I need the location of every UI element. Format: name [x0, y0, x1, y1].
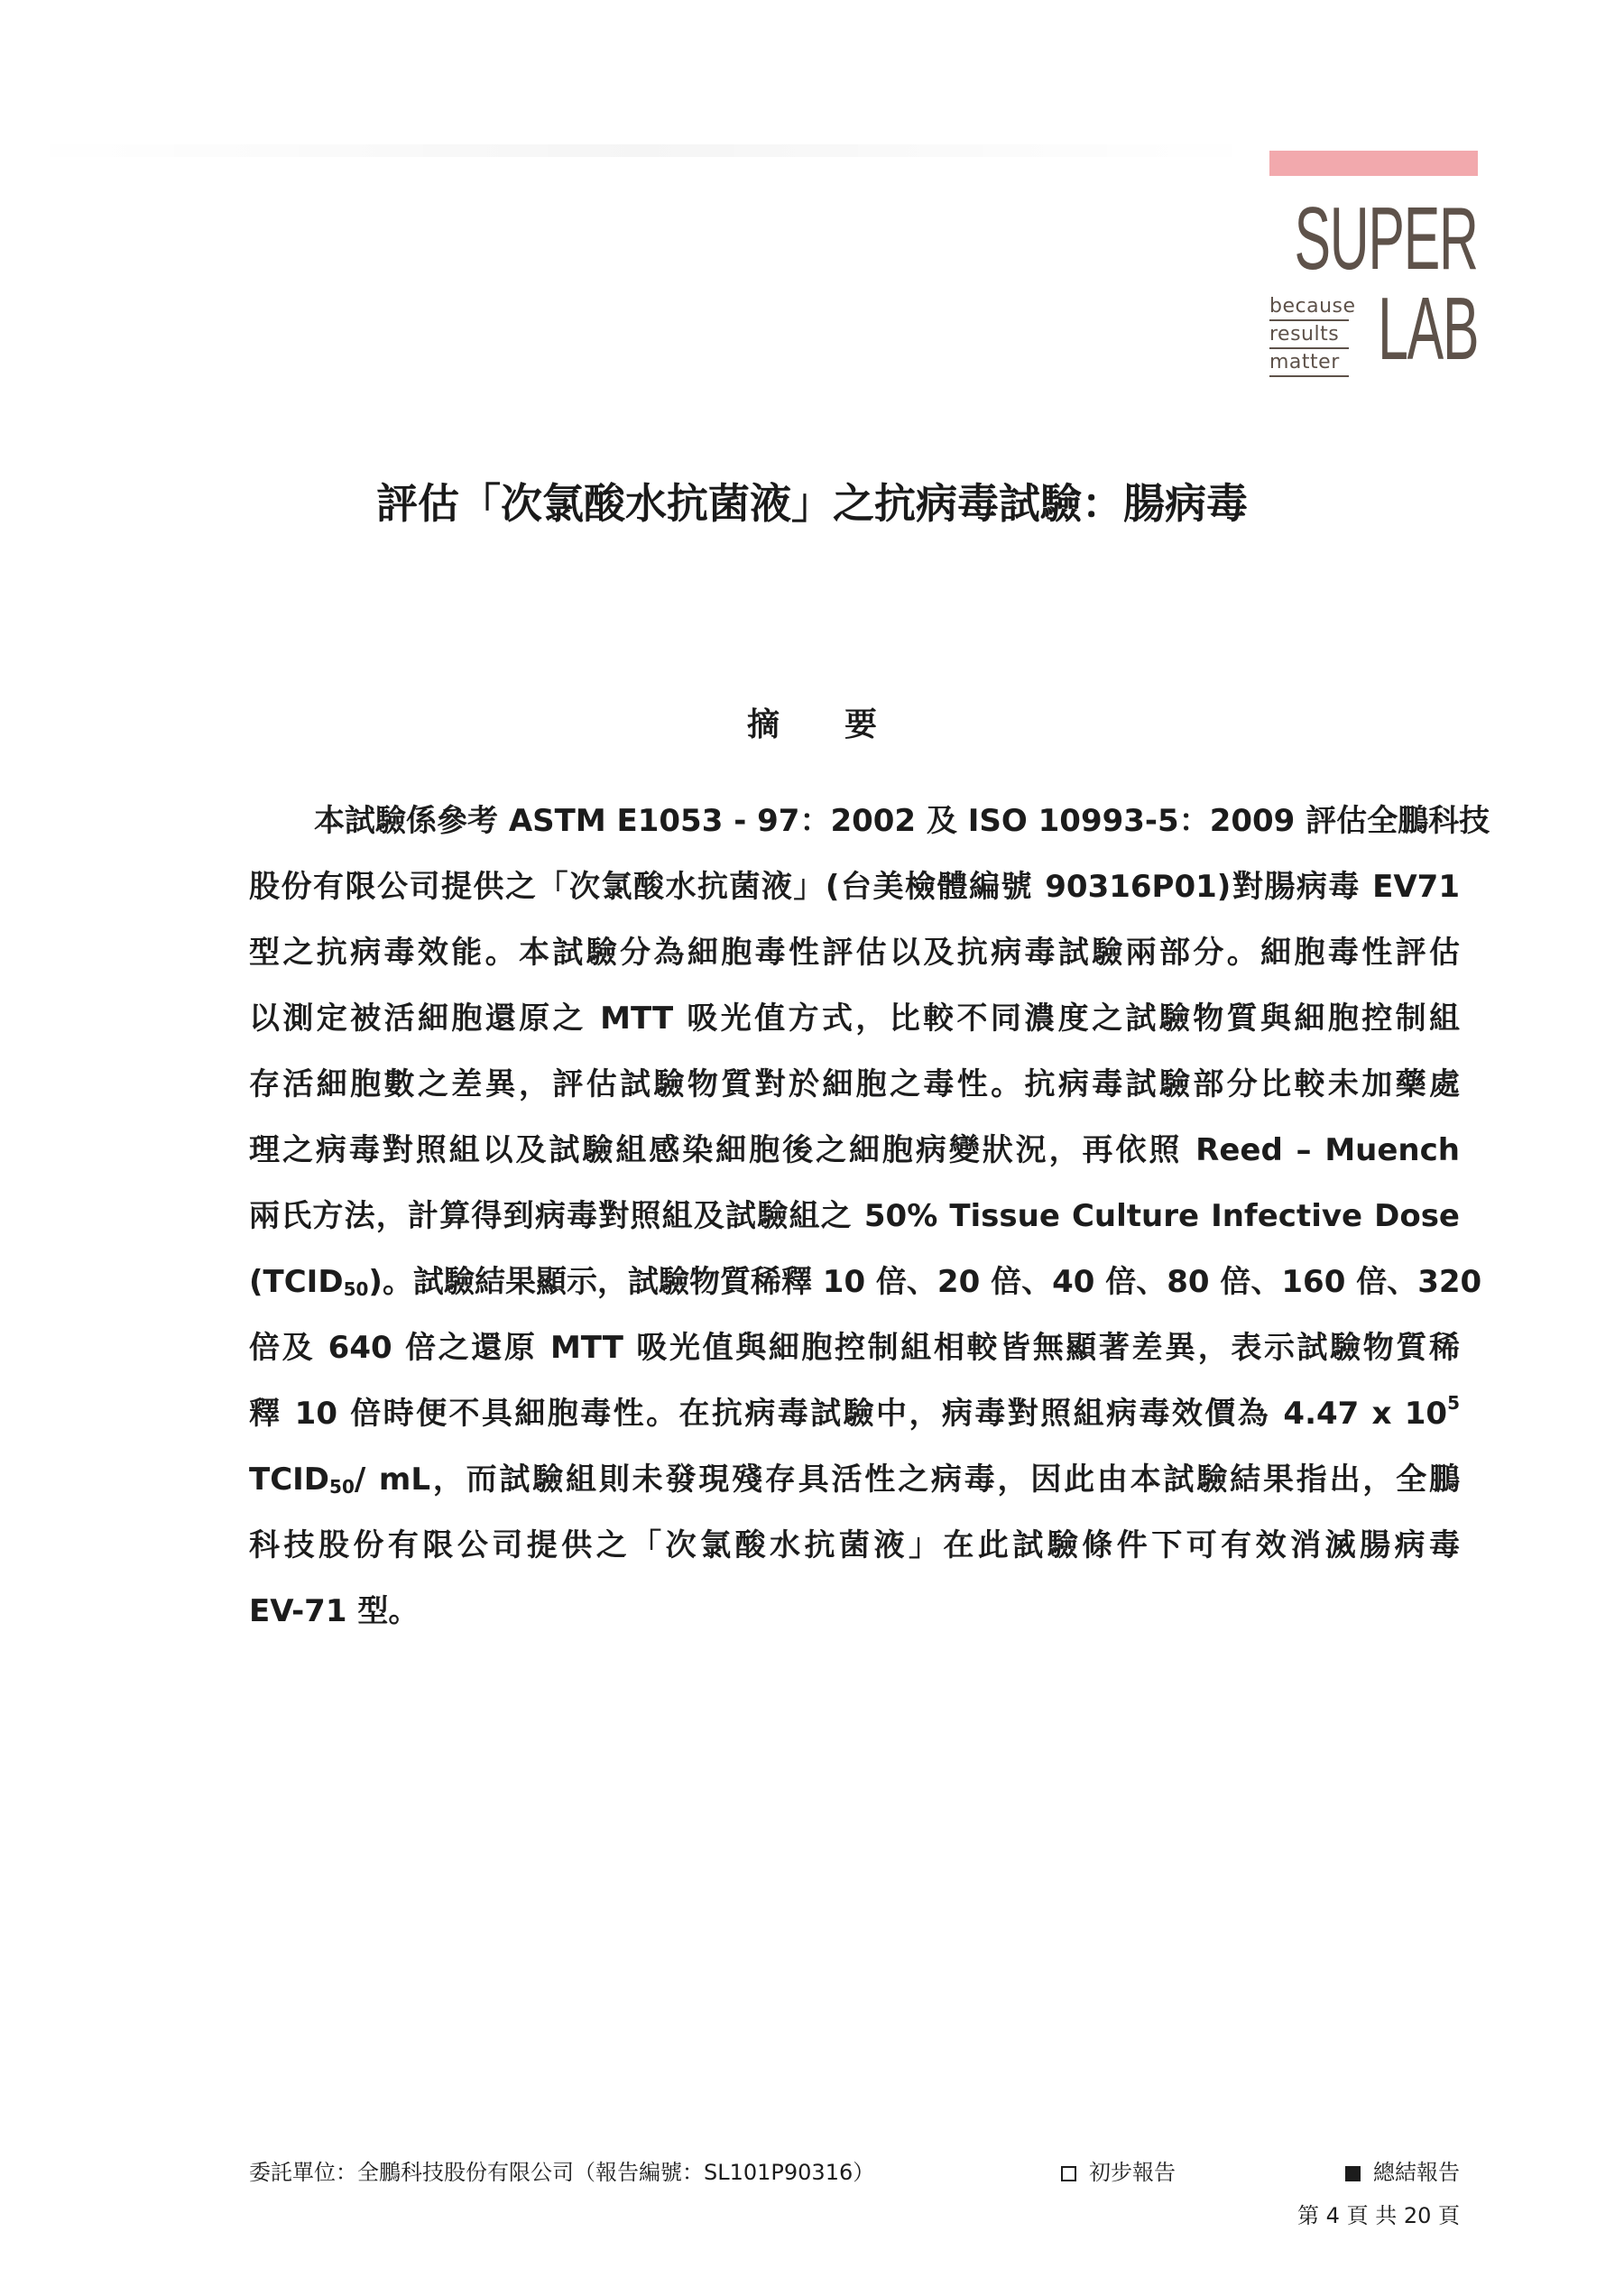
abstract-line: 兩氏方法，計算得到病毒對照組及試驗組之 50% Tissue Culture Infective Dose [249, 1198, 1460, 1234]
abstract-line: 釋 10 倍時便不具細胞毒性。在抗病毒試驗中，病毒對照組病毒效價為 4.47 x $10^5$ [249, 1392, 1460, 1432]
abstract-line: 本試驗係參考 ASTM E1053 - 97：2002 及 ISO 10993-5：2009 評估全鵬科技 [314, 803, 1490, 839]
logo-tagline-line: results [1269, 321, 1349, 349]
logo-tagline-line: because [1269, 293, 1349, 321]
preliminary-report-option [1061, 2154, 1176, 2186]
logo-tagline [1269, 293, 1356, 377]
checked-box-icon [1345, 2166, 1361, 2181]
final-report-label: 總結報告 [1373, 2160, 1460, 2185]
abstract-line: 股份有限公司提供之「次氯酸水抗菌液」(台美檢體編號 90316P01)對腸病毒 EV71 [249, 869, 1460, 905]
logo-accent-bar [1269, 151, 1478, 176]
logo-brand-bottom: LAB [1377, 279, 1478, 378]
abstract-body [249, 788, 1490, 1645]
commissioning-unit: 委託單位：全鵬科技股份有限公司（報告編號：SL101P90316） [249, 2160, 875, 2185]
superlab-logo [1268, 151, 1478, 385]
logo-brand-top: SUPER [1294, 189, 1478, 288]
abstract-line: 存活細胞數之差異，評估試驗物質對於細胞之毒性。抗病毒試驗部分比較未加藥處 [249, 1066, 1460, 1102]
unchecked-box-icon [1061, 2166, 1076, 2181]
abstract-line: 倍及 640 倍之還原 MTT 吸光值與細胞控制組相較皆無顯著差異，表示試驗物質稀 [249, 1330, 1460, 1366]
final-report-option [1345, 2154, 1460, 2186]
page-number: 第 4 頁 共 20 頁 [1297, 2203, 1460, 2228]
abstract-line: EV-71 型。 [249, 1593, 420, 1629]
abstract-line: $(TCID_{50})$。試驗結果顯示，試驗物質稀釋 10 倍、20 倍、40 倍、80 倍、160 倍、320 [249, 1264, 1482, 1300]
abstract-line: 型之抗病毒效能。本試驗分為細胞毒性評估以及抗病毒試驗兩部分。細胞毒性評估 [249, 935, 1460, 971]
abstract-line: 科技股份有限公司提供之「次氯酸水抗菌液」在此試驗條件下可有效消滅腸病毒 [249, 1527, 1460, 1563]
abstract-heading: 摘要 [746, 706, 942, 743]
abstract-line: $TCID_{50}/$ mL，而試驗組則未發現殘存具活性之病毒，因此由本試驗結果指出，全鵬 [249, 1462, 1460, 1498]
preliminary-report-label: 初步報告 [1089, 2160, 1176, 2185]
logo-tagline-line: matter [1269, 349, 1349, 377]
abstract-line: 理之病毒對照組以及試驗組感染細胞後之細胞病變狀況，再依照 Reed – Muench [249, 1132, 1460, 1168]
document-title: 評估「次氯酸水抗菌液」之抗病毒試驗：腸病毒 [376, 479, 1248, 528]
scan-artifact [18, 144, 1263, 157]
abstract-line: 以測定被活細胞還原之 MTT 吸光值方式，比較不同濃度之試驗物質與細胞控制組 [249, 1000, 1460, 1037]
